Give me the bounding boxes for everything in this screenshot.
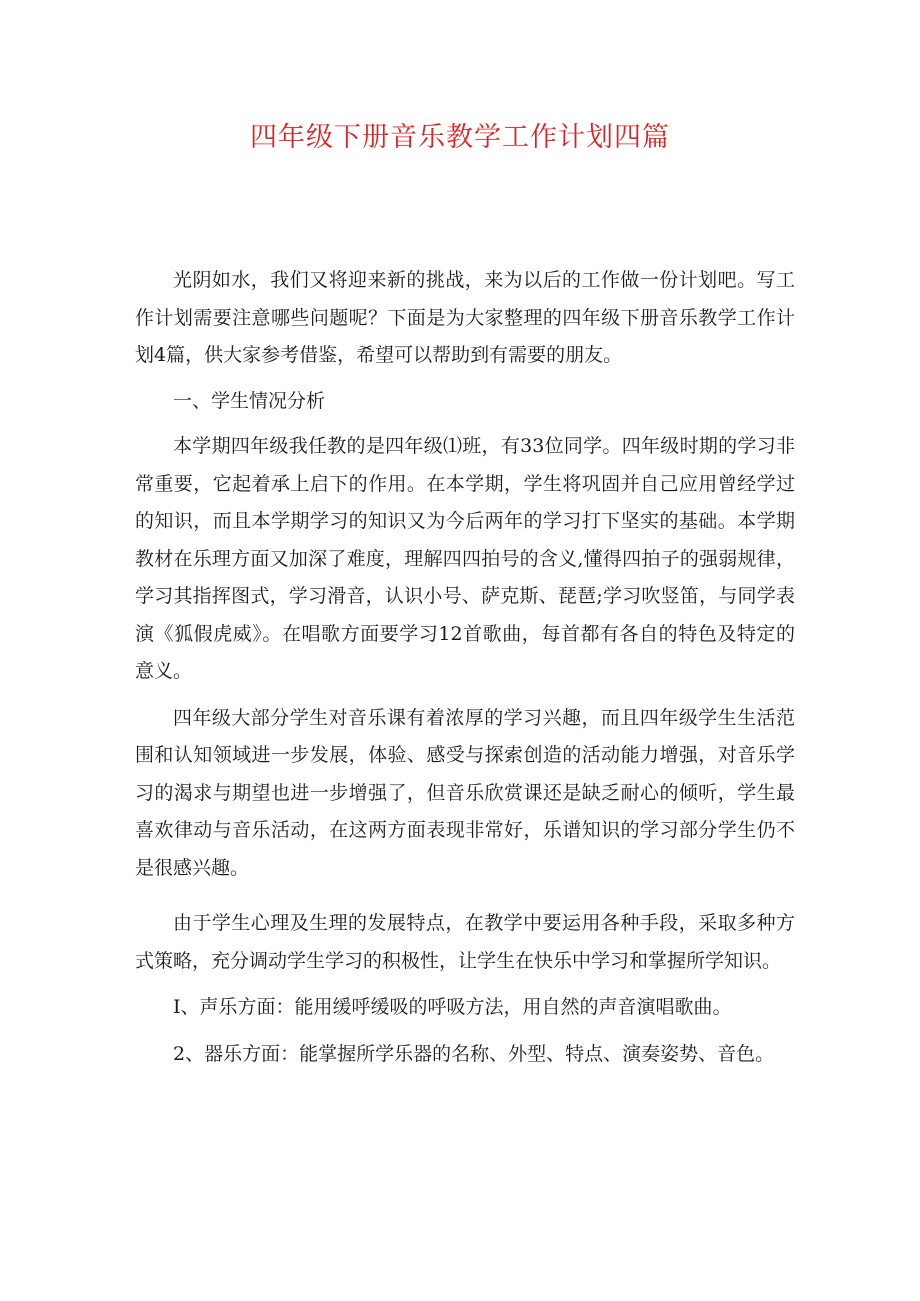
paragraph-instrument-goal: 2、器乐方面：能掌握所学乐器的名称、外型、特点、演奏姿势、音色。	[173, 1042, 775, 1065]
intro-paragraph: 光阴如水，我们又将迎来新的挑战，来为以后的工作做一份计划吧。写工作计划需要注意哪些问题呢？下面是为大家整理的四年级下册音乐教学工作计划4篇，供大家参考借鉴，希望可以帮助到有需要的朋友。	[135, 269, 795, 366]
section-heading-student-analysis: 一、学生情况分析	[173, 389, 326, 412]
document-title: 四年级下册音乐教学工作计划四篇	[250, 122, 670, 153]
paragraph-class-overview: 本学期四年级我任教的是四年级⑴班，有33位同学。四年级时期的学习非常重要，它起着承上启下的作用。在本学期，学生将巩固并自己应用曾经学过的知识，而且本学期学习的知识又为今后两年的学习打下坚实的基础。本学期教材在乐理方面又加深了难度，理解四四拍号的含义,懂得四拍子的强弱规律，学习其指挥图式，学习滑音，认识小号、萨克斯、琵琶;学习吹竖笛，与同学表演《狐假虎威》。在唱歌方面要学习12首歌曲，每首都有各自的特色及特定的意义。	[135, 435, 795, 682]
document-body	[135, 262, 795, 1073]
paragraph-student-interest: 四年级大部分学生对音乐课有着浓厚的学习兴趣，而且四年级学生生活范围和认知领域进一步发展，体验、感受与探索创造的活动能力增强，对音乐学习的渴求与期望也进一步增强了，但音乐欣赏课还是缺乏耐心的倾听，学生最喜欢律动与音乐活动，在这两方面表现非常好，乐谱知识的学习部分学生仍不是很感兴趣。	[135, 706, 795, 879]
paragraph-teaching-strategy: 由于学生心理及生理的发展特点，在教学中要运用各种手段，采取多种方式策略，充分调动学生学习的积极性，让学生在快乐中学习和掌握所学知识。	[135, 912, 795, 972]
paragraph-vocal-goal: I、声乐方面：能用缓呼缓吸的呼吸方法，用自然的声音演唱歌曲。	[173, 996, 732, 1018]
